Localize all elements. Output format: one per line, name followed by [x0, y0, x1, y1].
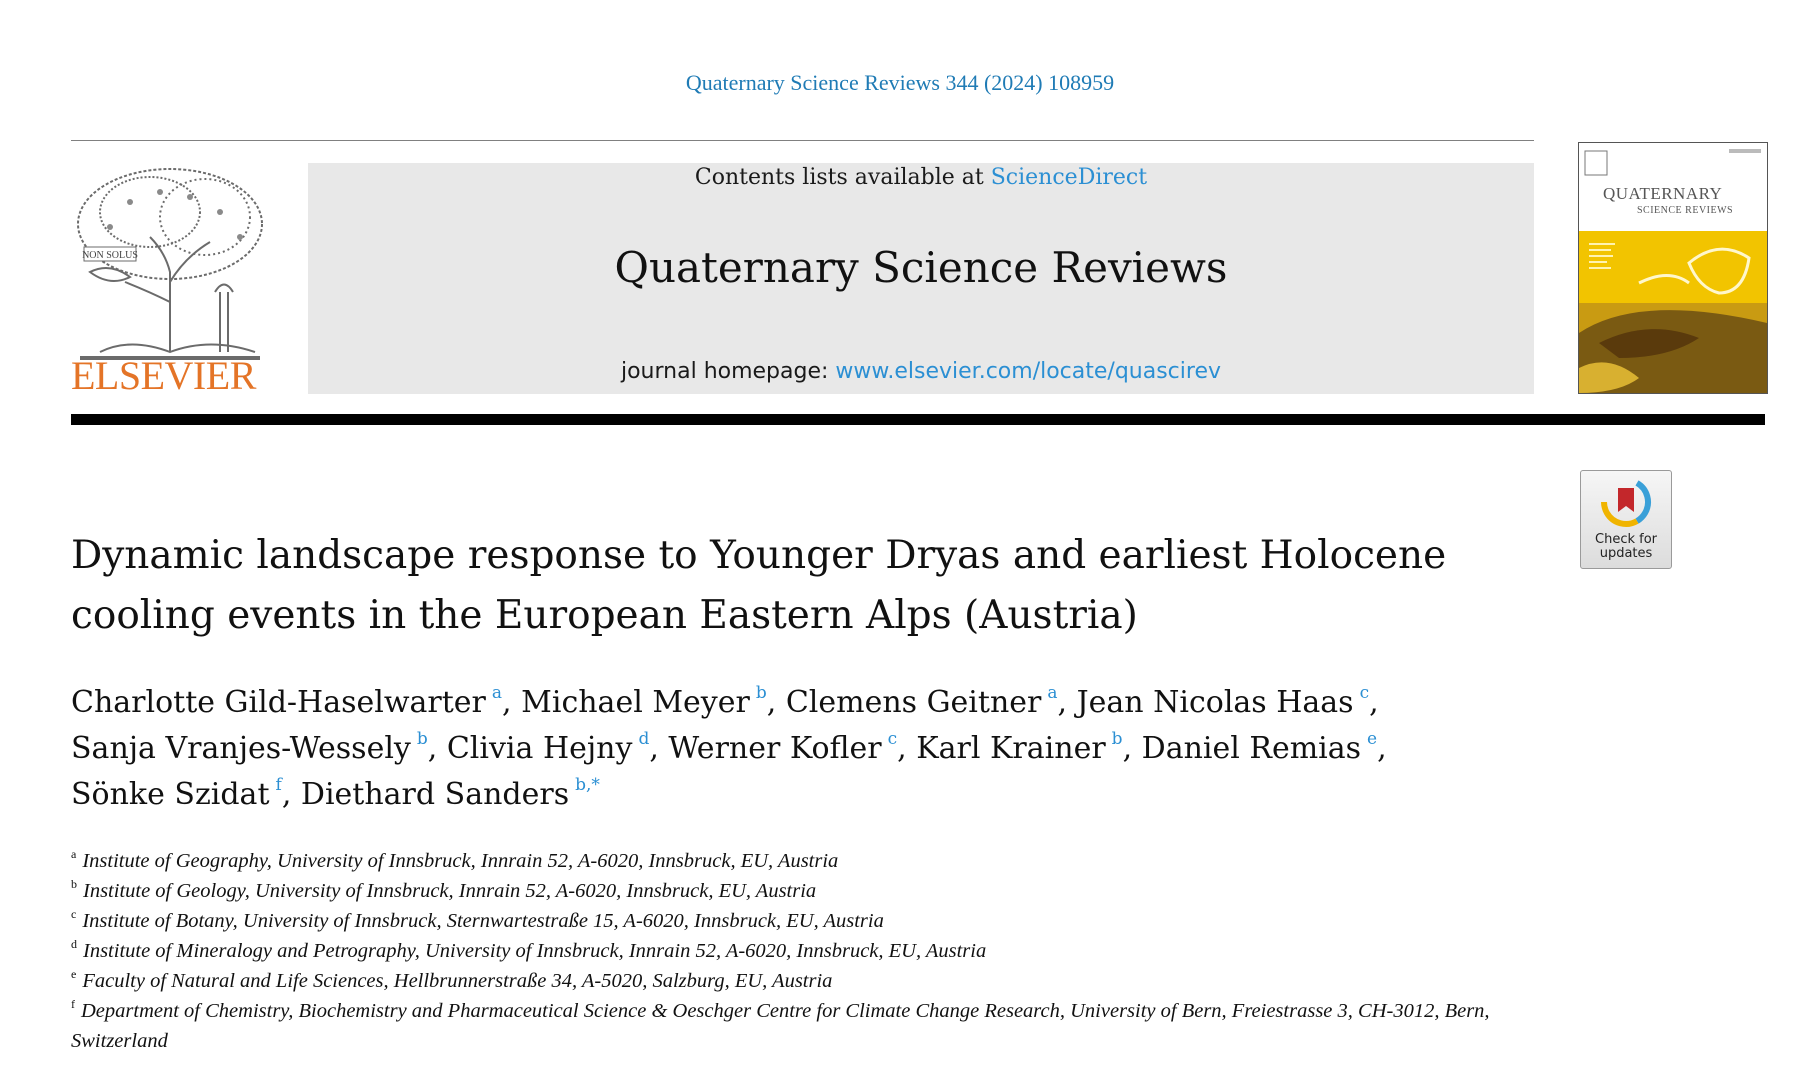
- author-affiliation-link[interactable]: b: [416, 729, 428, 749]
- journal-banner: [308, 163, 1534, 394]
- affiliation-list: [71, 846, 1541, 1056]
- author[interactable]: Daniel Remias $^e$: [1141, 729, 1378, 766]
- cover-subtitle: SCIENCE REVIEWS: [1637, 205, 1734, 216]
- author[interactable]: Sönke Szidat $^f$: [71, 775, 282, 812]
- affiliation-item: $^a$ Institute of Geography, University of Innsbruck, Innrain 52, A-6020, Innsbruck, EU, Austria: [71, 847, 839, 872]
- author[interactable]: Sanja Vranjes-Wessely $^b$: [71, 729, 428, 766]
- affiliation-item: $^c$ Institute of Botany, University of Innsbruck, Sternwartestraße 15, A-6020, Innsbruck, EU, Austria: [71, 907, 884, 932]
- elsevier-wordmark: ELSEVIER: [71, 353, 256, 398]
- journal-name: Quaternary Science Reviews: [614, 243, 1228, 292]
- affiliation-item: $^d$ Institute of Mineralogy and Petrography, University of Innsbruck, Innrain 52, A-6020, Innsbruck, EU, Austria: [71, 937, 987, 962]
- author[interactable]: Jean Nicolas Haas $^c$: [1076, 683, 1370, 720]
- author[interactable]: Clemens Geitner $^a$: [785, 683, 1058, 720]
- author[interactable]: Karl Krainer $^b$: [916, 729, 1123, 766]
- check-for-updates-label: [1581, 533, 1671, 561]
- logo-motto: NON SOLUS: [82, 250, 138, 261]
- check-for-updates-button[interactable]: [1580, 470, 1672, 569]
- author-affiliation-link[interactable]: f: [275, 775, 282, 795]
- author-affiliation-link[interactable]: a: [491, 683, 503, 703]
- author-list: Charlotte Gild-Haselwarter $^a$, Michael Meyer $^b$, Clemens Geitner $^a$, Jean Nicolas Haas $^c$, Sanja Vranjes-Wessely $^b$, Clivia Hejny $^d$, Werner Kofler $^c$, Karl Krainer $^b$, Daniel Remias $^e$, Sönke Szidat $^f$, Diethard Sanders $^{b,*}$: [71, 683, 1387, 812]
- author[interactable]: Charlotte Gild-Haselwarter $^a$: [71, 683, 503, 720]
- affiliation-item: $^f$ Department of Chemistry, Biochemistry and Pharmaceutical Science & Oeschger Centre for Climate Change Research, University of Bern, Freiestrasse 3, CH-3012, Bern, Switzerland: [71, 997, 1490, 1052]
- header-divider: [71, 414, 1765, 425]
- author-affiliation-link[interactable]: b: [1111, 729, 1123, 749]
- check-line1: Check for: [1595, 532, 1657, 547]
- contents-prefix: Contents lists available at: [694, 165, 991, 190]
- journal-cover-image[interactable]: [1578, 142, 1768, 394]
- title-line-2: cooling events in the European Eastern Alps (Austria): [71, 593, 1138, 638]
- author-affiliation-link[interactable]: c: [887, 729, 898, 749]
- author-affiliation-link[interactable]: c: [1359, 683, 1370, 703]
- affiliation-item: $^b$ Institute of Geology, University of Innsbruck, Innrain 52, A-6020, Innsbruck, EU, Austria: [71, 877, 817, 902]
- contents-line: [308, 165, 1534, 190]
- title-line-1: Dynamic landscape response to Younger Dryas and earliest Holocene: [71, 533, 1447, 578]
- journal-homepage-link[interactable]: www.elsevier.com/locate/quascirev: [835, 359, 1222, 384]
- author[interactable]: Clivia Hejny $^d$: [446, 729, 650, 766]
- author-affiliation-link[interactable]: e: [1367, 729, 1378, 749]
- author-affiliation-link[interactable]: b: [755, 683, 767, 703]
- affiliation-item: $^e$ Faculty of Natural and Life Sciences, Hellbrunnerstraße 34, A-5020, Salzburg, EU, Austria: [71, 967, 833, 992]
- top-rule: [71, 140, 1534, 141]
- sciencedirect-link[interactable]: ScienceDirect: [990, 165, 1148, 190]
- check-line2: updates: [1599, 546, 1653, 561]
- author-affiliation-link[interactable]: d: [638, 729, 650, 749]
- article-title: [71, 526, 1541, 646]
- author[interactable]: Werner Kofler $^c$: [668, 729, 898, 766]
- journal-citation[interactable]: Quaternary Science Reviews 344 (2024) 108959: [685, 70, 1115, 95]
- homepage-line: [308, 359, 1534, 384]
- author-affiliation-link[interactable]: a: [1047, 683, 1058, 703]
- author-affiliation-link[interactable]: b,*: [575, 775, 600, 795]
- author[interactable]: Michael Meyer $^b$: [521, 683, 767, 720]
- cover-title: QUATERNARY: [1603, 184, 1723, 203]
- author[interactable]: Diethard Sanders $^{b,*}$: [300, 775, 600, 812]
- bookmark-icon: [1581, 471, 1671, 533]
- homepage-prefix: journal homepage:: [620, 359, 836, 384]
